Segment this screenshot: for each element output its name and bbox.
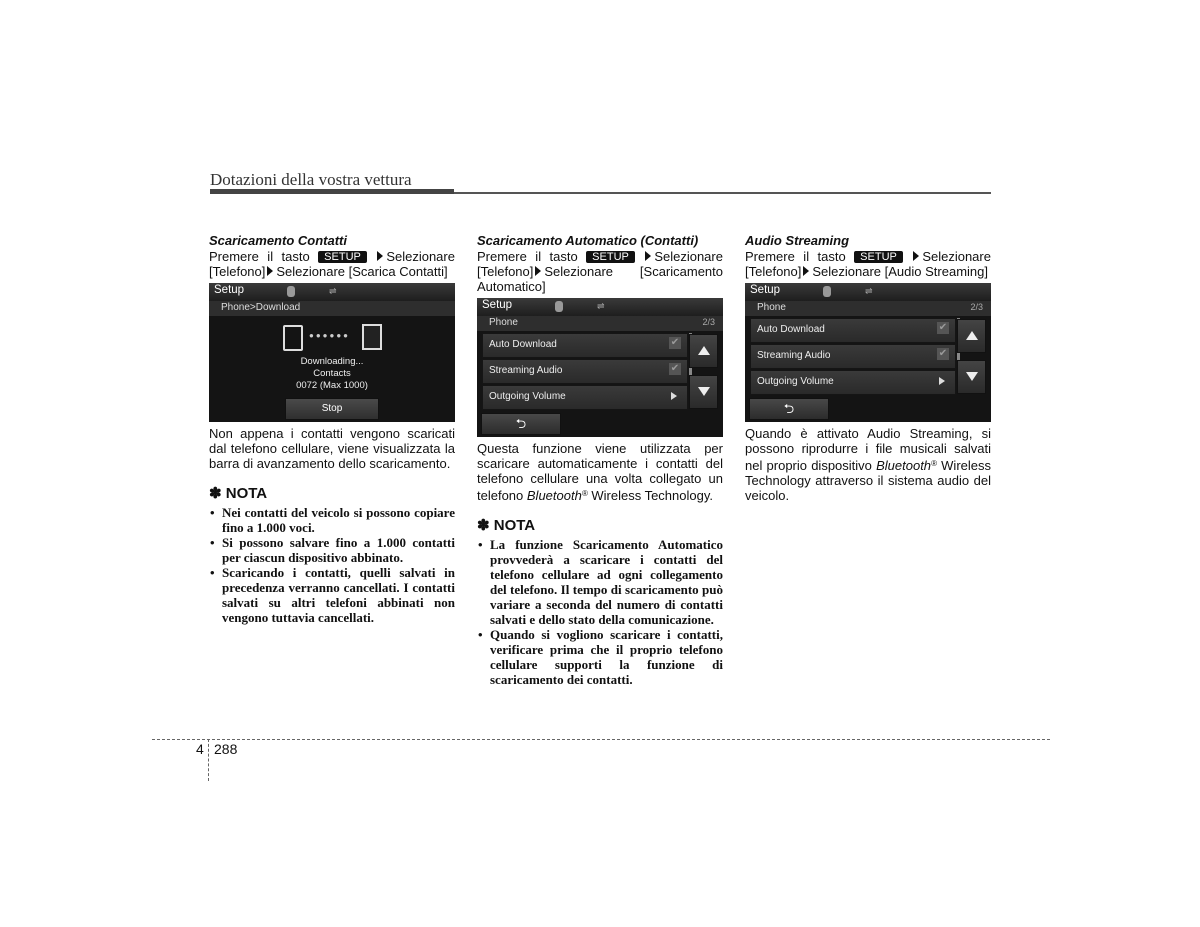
setup-key: SETUP bbox=[318, 251, 367, 263]
phone-setup-screen bbox=[477, 298, 723, 437]
menu-row-auto-download[interactable]: Auto Download ✔ bbox=[482, 333, 688, 358]
instructions: Premere il tasto SETUP Selezionare [Telefono] Selezionare [Audio Streaming] bbox=[745, 249, 991, 279]
play-arrow-icon bbox=[671, 392, 677, 400]
page-number: 288 bbox=[214, 741, 238, 757]
header-rule-thick bbox=[210, 189, 454, 194]
arrow-right-icon bbox=[267, 266, 273, 276]
usb-icon: ⇌ bbox=[329, 286, 337, 296]
note-item: • Nei contatti del veicolo si possono copiare fino a 1.000 voci. bbox=[209, 505, 455, 535]
screen-title: Setup bbox=[214, 284, 245, 296]
menu-row-outgoing-volume[interactable]: Outgoing Volume bbox=[750, 370, 956, 395]
arrow-right-icon bbox=[535, 266, 541, 276]
downloading-label: Downloading... bbox=[300, 356, 364, 367]
scroll-up-button[interactable] bbox=[689, 334, 718, 368]
menu-row-outgoing-volume[interactable]: Outgoing Volume bbox=[482, 385, 688, 410]
checkbox-icon[interactable]: ✔ bbox=[670, 337, 680, 348]
running-header: Dotazioni della vostra vettura bbox=[210, 170, 412, 189]
arrow-right-icon bbox=[803, 266, 809, 276]
count-label: 0072 (Max 1000) bbox=[296, 380, 368, 391]
column-contacts-download bbox=[209, 233, 455, 625]
download-screen bbox=[209, 283, 455, 422]
arrow-right-icon bbox=[377, 251, 383, 261]
arrow-down-icon bbox=[966, 372, 978, 381]
header-rule-thin bbox=[454, 192, 991, 194]
checkbox-icon[interactable]: ✔ bbox=[670, 363, 680, 374]
usb-icon: ⇌ bbox=[865, 286, 873, 296]
usb-icon: ⇌ bbox=[597, 301, 605, 311]
body-text: Non appena i contatti vengono scaricati dal telefono cellulare, viene visualizzata la barra di avanzamento dello scaricamento. bbox=[209, 426, 455, 471]
menu-row-streaming-audio[interactable]: Streaming Audio ✔ bbox=[750, 344, 956, 369]
bluetooth-icon bbox=[287, 286, 295, 297]
body-text: Quando è attivato Audio Streaming, si possono riprodurre i file musicali salvati nel proprio dispositivo Bluetooth® Wireless Technology attraverso il sistema audio del veicolo. bbox=[745, 426, 991, 503]
setup-key: SETUP bbox=[854, 251, 903, 263]
note-item: • Scaricando i contatti, quelli salvati in precedenza verranno cancellati. I contatti salvati su altri telefoni abbinati non vengono tuttavia cancellati. bbox=[209, 565, 455, 625]
back-button[interactable]: ⮌ bbox=[749, 398, 829, 420]
section-title: Scaricamento Contatti bbox=[209, 233, 347, 248]
instructions: Premere il tasto SETUP Selezionare [Telefono] Selezionare [Scaricamento Automatico] bbox=[477, 249, 723, 294]
column-auto-download bbox=[477, 233, 723, 687]
phone-icon bbox=[283, 325, 303, 351]
phone-setup-screen bbox=[745, 283, 991, 422]
stop-button[interactable]: Stop bbox=[285, 398, 379, 420]
menu-row-streaming-audio[interactable]: Streaming Audio ✔ bbox=[482, 359, 688, 384]
screen-subtitle: Phone bbox=[489, 317, 518, 328]
note-title: ✽ NOTA bbox=[209, 485, 268, 502]
section-title: Audio Streaming bbox=[745, 233, 850, 248]
screen-title: Setup bbox=[482, 299, 513, 311]
contacts-label: Contacts bbox=[313, 368, 351, 379]
scroll-up-button[interactable] bbox=[957, 319, 986, 353]
checkbox-icon[interactable]: ✔ bbox=[938, 322, 948, 333]
arrow-up-icon bbox=[966, 331, 978, 340]
checkbox-icon[interactable]: ✔ bbox=[938, 348, 948, 359]
scroll-down-button[interactable] bbox=[689, 375, 718, 409]
scroll-down-button[interactable] bbox=[957, 360, 986, 394]
breadcrumb: Phone>Download bbox=[221, 302, 301, 313]
page-indicator: 2/3 bbox=[702, 317, 715, 327]
note-title: ✽ NOTA bbox=[477, 517, 536, 534]
chapter-number: 4 bbox=[196, 741, 204, 757]
contacts-file-icon bbox=[362, 324, 382, 350]
page-indicator: 2/3 bbox=[970, 302, 983, 312]
screen-subtitle: Phone bbox=[757, 302, 786, 313]
bluetooth-icon bbox=[555, 301, 563, 312]
arrow-up-icon bbox=[698, 346, 710, 355]
note-item: • Quando si vogliono scaricare i contatti, verificare prima che il proprio telefono cellulare supporti la funzione di scaricamento dei contatti. bbox=[477, 627, 723, 687]
note-list bbox=[209, 505, 455, 625]
screen-title: Setup bbox=[750, 284, 781, 296]
note-item: • La funzione Scaricamento Automatico provvederà a scaricare i contatti del telefono cellulare ad ogni collegamento del telefono. Il tempo di scaricamento può variare a seconda del numero di contatti salvati e dello stato della comunicazione. bbox=[477, 537, 723, 627]
menu-row-auto-download[interactable]: Auto Download ✔ bbox=[750, 318, 956, 343]
note-item: • Si possono salvare fino a 1.000 contatti per ciascun dispositivo abbinato. bbox=[209, 535, 455, 565]
arrow-right-icon bbox=[913, 251, 919, 261]
section-title: Scaricamento Automatico (Contatti) bbox=[477, 233, 699, 248]
instructions: Premere il tasto SETUP Selezionare [Telefono] Selezionare [Scarica Contatti] bbox=[209, 249, 455, 279]
body-text: Questa funzione viene utilizzata per scaricare automaticamente i contatti del telefono cellulare una volta collegato un telefono Bluetooth® Wireless Technology. bbox=[477, 441, 723, 503]
play-arrow-icon bbox=[939, 377, 945, 385]
arrow-down-icon bbox=[698, 387, 710, 396]
arrow-right-icon bbox=[645, 251, 651, 261]
back-button[interactable]: ⮌ bbox=[481, 413, 561, 435]
column-audio-streaming bbox=[745, 233, 991, 503]
footer-rule bbox=[152, 739, 1050, 740]
bluetooth-icon bbox=[823, 286, 831, 297]
setup-key: SETUP bbox=[586, 251, 635, 263]
footer-divider bbox=[208, 739, 209, 781]
progress-dots: ●●●●●● bbox=[309, 331, 350, 340]
note-list bbox=[477, 537, 723, 687]
